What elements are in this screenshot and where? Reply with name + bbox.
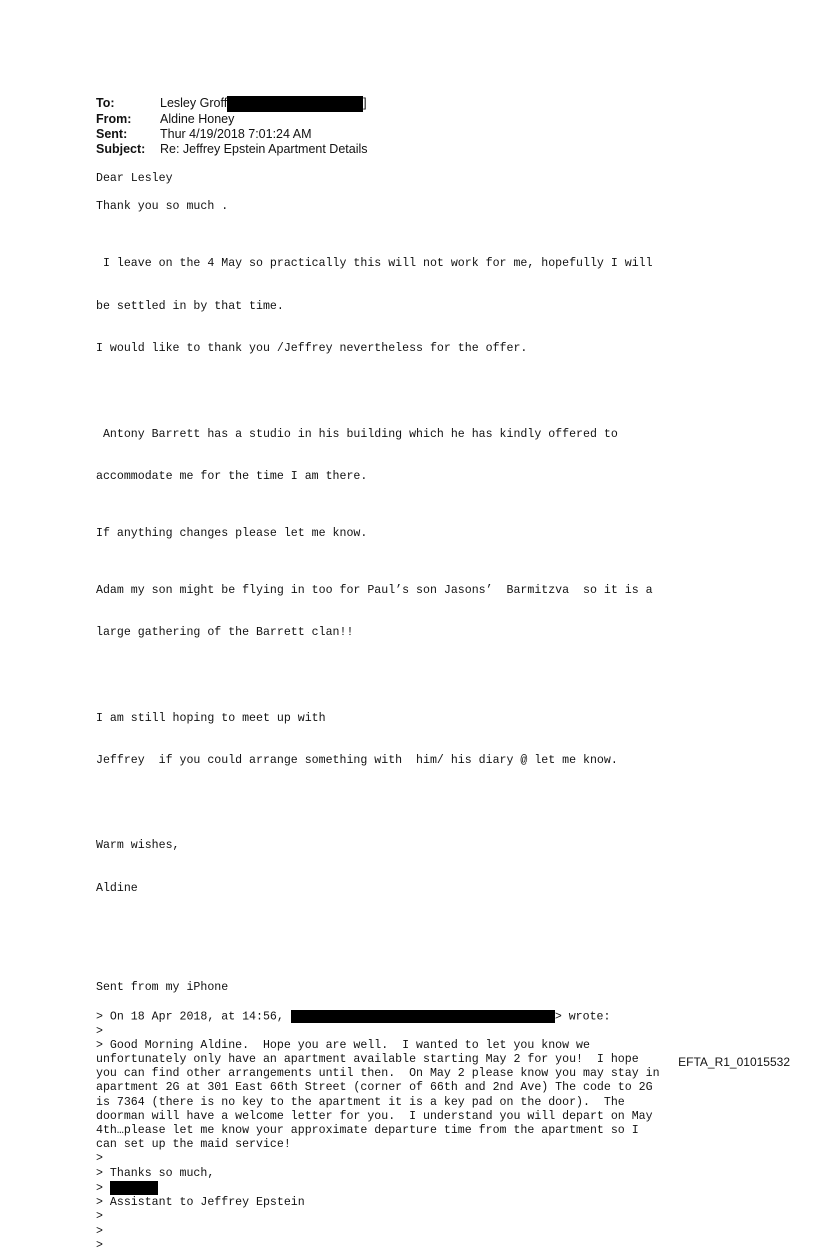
to-row (96, 96, 368, 112)
text-line: Adam my son might be flying in too for Paul’s son Jasons’ Barmitzva so it is a (96, 583, 653, 597)
quote-marker: > (96, 1238, 103, 1252)
quoted-line: can set up the maid service! (96, 1138, 291, 1152)
quoted-line: doorman will have a welcome letter for you. I understand you will depart on May (96, 1109, 653, 1123)
device-signature: Sent from my iPhone (96, 981, 229, 995)
from-row (96, 112, 368, 127)
sent-value: Thur 4/19/2018 7:01:24 AM (160, 127, 312, 141)
text-line: be settled in by that time. (96, 299, 284, 313)
text-line: accommodate me for the time I am there. (96, 470, 368, 484)
text-line: Jeffrey if you could arrange something with him/ his diary @ let me know. (96, 754, 618, 768)
paragraph-studio (96, 399, 660, 513)
redaction-box (291, 1010, 555, 1023)
email-body (96, 172, 660, 1253)
quoted-thanks: > Thanks so much, (96, 1166, 215, 1180)
sent-row (96, 127, 368, 142)
thanks-line: Thank you so much . (96, 200, 229, 214)
quoted-role: > Assistant to Jeffrey Epstein (96, 1196, 305, 1210)
closing (96, 811, 660, 925)
to-value: Lesley Groff (160, 96, 228, 110)
email-header (96, 96, 368, 157)
quote-marker: > (96, 1024, 103, 1038)
quoted-line: 4th…please let me know your approximate departure time from the apartment so I (96, 1124, 639, 1138)
quoted-intro-prefix: > On 18 Apr 2018, at 14:56, (96, 1010, 291, 1024)
quoted-message (96, 1010, 660, 1253)
quoted-line: unfortunately only have an apartment available starting May 2 for you! I hope (96, 1053, 639, 1066)
quote-prefix: > (96, 1181, 110, 1195)
text-line: large gathering of the Barrett clan!! (96, 626, 354, 640)
from-label: From: (96, 112, 132, 126)
quote-marker: > (96, 1210, 103, 1224)
from-value: Aldine Honey (160, 112, 235, 126)
text-line: I would like to thank you /Jeffrey nevertheless for the offer. (96, 342, 528, 356)
text-line: I am still hoping to meet up with (96, 711, 326, 725)
redaction-box (110, 1181, 158, 1195)
quote-marker: > (96, 1224, 103, 1238)
paragraph-changes: If anything changes please let me know. (96, 527, 368, 541)
greeting: Dear Lesley (96, 172, 173, 185)
to-value-wrap (160, 96, 367, 112)
quote-marker: > (96, 1152, 103, 1166)
paragraph-meeting (96, 683, 660, 797)
to-tail: ] (363, 96, 367, 110)
sent-label: Sent: (96, 127, 128, 141)
quoted-line: you can find other arrangements until then. On May 2 please know you may stay in (96, 1067, 660, 1081)
quoted-line: apartment 2G at 301 East 66th Street (corner of 66th and 2nd Ave) The code to 2G (96, 1081, 653, 1095)
to-label: To: (96, 96, 115, 110)
text-line: I leave on the 4 May so practically this will not work for me, hopefully I will (96, 257, 653, 271)
redaction-box (227, 96, 363, 112)
quoted-line: is 7364 (there is no key to the apartment it is a key pad on the door). The (96, 1095, 625, 1109)
closing-line: Warm wishes, (96, 839, 180, 853)
signer-name: Aldine (96, 882, 138, 896)
spacer (96, 939, 660, 982)
quoted-redacted-line (96, 1181, 660, 1196)
subject-label: Subject: (96, 142, 146, 156)
bates-number: EFTA_R1_01015532 (678, 1055, 790, 1069)
quoted-intro-suffix: > wrote: (554, 1010, 611, 1024)
paragraph-departure (96, 229, 660, 385)
quoted-intro (96, 1010, 660, 1025)
subject-value: Re: Jeffrey Epstein Apartment Details (160, 142, 368, 156)
paragraph-family (96, 555, 660, 669)
quoted-line: > Good Morning Aldine. Hope you are well. I wanted to let you know we (96, 1038, 590, 1052)
subject-row (96, 142, 368, 157)
text-line: Antony Barrett has a studio in his building which he has kindly offered to (96, 427, 618, 441)
